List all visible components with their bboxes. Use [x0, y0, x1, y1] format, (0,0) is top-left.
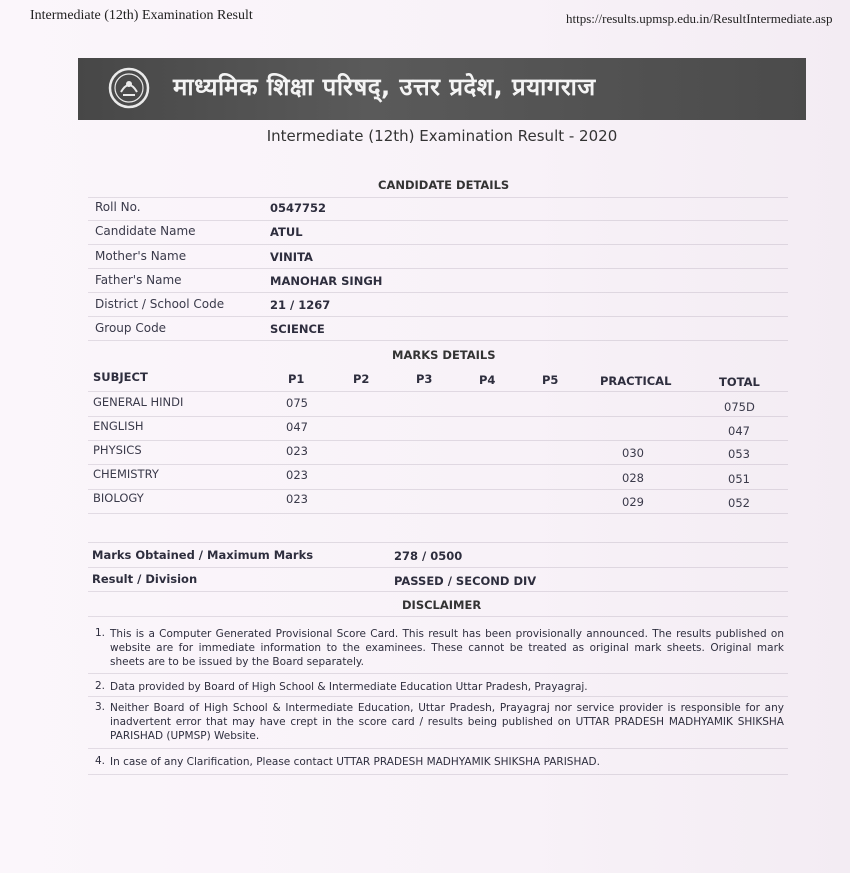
row-divider — [88, 244, 788, 245]
exam-title: Intermediate (12th) Examination Result - 2020 — [266, 127, 618, 145]
table-row-p1: 075 — [286, 396, 308, 410]
header-total: TOTAL — [719, 375, 760, 389]
row-divider — [88, 748, 788, 749]
table-row-total: 051 — [728, 472, 750, 486]
result-division-value: PASSED / SECOND DIV — [394, 574, 537, 588]
disclaimer-item-number: 3. — [95, 701, 106, 713]
group-code-value: SCIENCE — [270, 322, 325, 336]
row-divider — [88, 340, 788, 341]
father-name-value: MANOHAR SINGH — [270, 274, 383, 288]
table-row-total: 075D — [724, 400, 755, 414]
disclaimer-item-text: In case of any Clarification, Please contact UTTAR PRADESH MADHYAMIK SHIKSHA PARISHAD. — [110, 756, 600, 768]
header-practical: PRACTICAL — [600, 374, 672, 388]
candidate-name-value: ATUL — [270, 225, 303, 239]
row-divider — [88, 220, 788, 221]
header-p1: P1 — [288, 372, 305, 386]
table-row-practical: 030 — [622, 446, 644, 460]
table-row-practical: 029 — [622, 495, 644, 509]
roll-no-label: Roll No. — [95, 200, 141, 214]
disclaimer-item-number: 4. — [95, 755, 106, 767]
mother-name-label: Mother's Name — [95, 249, 187, 263]
father-name-label: Father's Name — [95, 273, 182, 287]
row-divider — [88, 673, 788, 674]
row-divider — [88, 197, 788, 198]
banner-title: माध्यमिक शिक्षा परिषद्, उत्तर प्रदेश, प्रयागराज — [173, 73, 596, 101]
row-divider — [88, 292, 788, 293]
table-row-subject: PHYSICS — [93, 443, 142, 457]
table-row-total: 047 — [728, 424, 750, 438]
mother-name-value: VINITA — [270, 250, 313, 264]
header-p3: P3 — [416, 372, 433, 386]
row-divider — [88, 774, 788, 775]
row-divider — [88, 268, 788, 269]
row-divider — [88, 567, 788, 568]
row-divider — [88, 696, 788, 697]
row-divider — [88, 416, 788, 417]
table-row-p1: 047 — [286, 420, 308, 434]
row-divider — [88, 489, 788, 490]
result-division-label: Result / Division — [92, 572, 198, 586]
marks-obtained-value: 278 / 0500 — [394, 549, 463, 563]
table-row-subject: BIOLOGY — [93, 491, 144, 505]
board-banner — [78, 58, 806, 120]
print-header-url: https://results.upmsp.edu.in/ResultIntermediate.asp — [566, 11, 833, 26]
disclaimer-item-number: 1. — [95, 627, 106, 639]
header-p4: P4 — [479, 373, 496, 387]
disclaimer-title: DISCLAIMER — [402, 598, 482, 612]
row-divider — [88, 616, 788, 617]
table-row-p1: 023 — [286, 444, 308, 458]
row-divider — [88, 316, 788, 317]
marks-section-title: MARKS DETAILS — [392, 348, 496, 362]
table-row-p1: 023 — [286, 468, 308, 482]
roll-no-value: 0547752 — [270, 201, 327, 215]
table-row-subject: ENGLISH — [93, 419, 144, 433]
up-government-emblem-icon — [108, 64, 150, 112]
district-school-code-label: District / School Code — [95, 297, 225, 311]
table-row-subject: CHEMISTRY — [93, 467, 159, 481]
district-school-code-value: 21 / 1267 — [270, 298, 331, 312]
row-divider — [88, 591, 788, 592]
print-header-title: Intermediate (12th) Examination Result — [30, 8, 253, 23]
disclaimer-item-text: This is a Computer Generated Provisional Score Card. This result has been provisionally announced. The results published on website are for immediate information to the examinees. These cannot be treated as original mark sheets. Original mark sheets are to be issued by the Board separately. — [110, 628, 784, 668]
marks-obtained-label: Marks Obtained / Maximum Marks — [92, 548, 314, 562]
header-p2: P2 — [353, 372, 370, 386]
header-p5: P5 — [542, 373, 559, 387]
disclaimer-item-text: Data provided by Board of High School & Intermediate Education Uttar Pradesh, Prayagraj. — [110, 681, 588, 693]
table-row-total: 052 — [728, 496, 750, 510]
row-divider — [88, 440, 788, 441]
table-row-practical: 028 — [622, 471, 644, 485]
disclaimer-item-number: 2. — [95, 680, 106, 692]
table-row-subject: GENERAL HINDI — [93, 395, 184, 409]
header-subject: SUBJECT — [93, 370, 148, 384]
disclaimer-item-text: Neither Board of High School & Intermediate Education, Uttar Pradesh, Prayagraj nor service provider is responsible for any inadvertent error that may have crept in the score card / results being published on UTTAR PRADESH MADHYAMIK SHIKSHA PARISHAD (UPMSP) Website. — [110, 702, 784, 742]
candidate-name-label: Candidate Name — [95, 224, 196, 238]
table-row-p1: 023 — [286, 492, 308, 506]
candidate-section-title: CANDIDATE DETAILS — [378, 178, 510, 192]
row-divider — [88, 391, 788, 392]
row-divider — [88, 513, 788, 514]
row-divider — [88, 542, 788, 543]
group-code-label: Group Code — [95, 321, 167, 335]
table-row-total: 053 — [728, 447, 750, 461]
row-divider — [88, 464, 788, 465]
